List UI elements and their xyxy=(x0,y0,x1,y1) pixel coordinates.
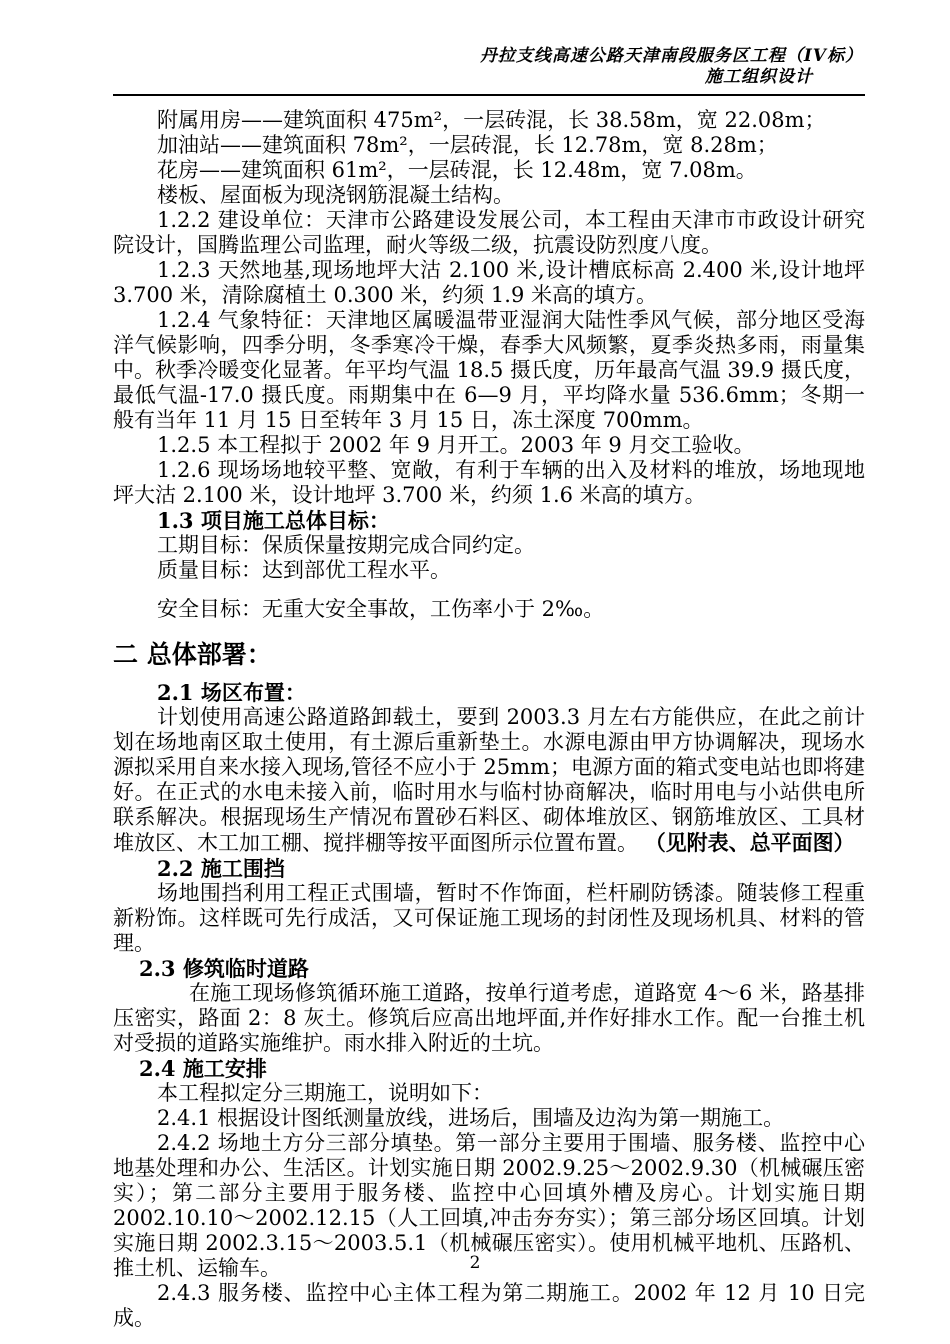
paragraph xyxy=(113,558,865,583)
paragraph-text: 场地围挡利用工程正式围墙，暂时不作饰面，栏杆刷防锈漆。随装修工程重新粉饰。这样既可先行成活，又可保证施工现场的封闭性及现场机具、材料的管理。 xyxy=(113,881,865,955)
paragraph-text: 计划使用高速公路道路卸载土，要到 2003.3 月左右方能供应，在此之前计划在场地南区取土使用，有土源后重新垫土。水源电源由甲方协调解决，现场水源拟采用自来水接入现场,管径不应小于 25mm；电源方面的箱式变电站也即将建好。在正式的水电未接入前，临时用水与临村协商解决，临时用电与小站供电所联系解决。根据现场生产情况布置砂石料区、砌体堆放区、钢筋堆放区、工具材堆放区、木工加工棚、搅拌棚等按平面图所示位置布置。 xyxy=(113,705,865,855)
header-title-line2: 施工组织设计 xyxy=(705,67,813,87)
paragraph-text: 附属用房——建筑面积 475m²，一层砖混，长 38.58m，宽 22.08m； xyxy=(157,108,826,132)
header-title-line1: 丹拉支线高速公路天津南段服务区工程（IV标） xyxy=(479,46,863,66)
subsection-heading xyxy=(113,680,865,705)
paragraph xyxy=(113,308,865,433)
paragraph-bold-tail: （见附表、总平面图） xyxy=(644,830,855,855)
paragraph-text: 安全目标：无重大安全事故，工伤率小于 2‰。 xyxy=(157,597,605,621)
subsection-heading xyxy=(113,956,865,981)
page-footer xyxy=(0,1253,950,1273)
paragraph-text: 楼板、屋面板为现浇钢筋混凝土结构。 xyxy=(157,183,514,207)
paragraph xyxy=(113,183,865,208)
paragraph xyxy=(113,1081,865,1106)
paragraph xyxy=(113,433,865,458)
paragraph-text: 1.2.5 本工程拟于 2002 年 9 月开工。2003 年 9 月交工验收。 xyxy=(157,433,755,457)
paragraph xyxy=(113,705,865,856)
subsection-heading xyxy=(113,508,865,533)
paragraph-text: 质量目标：达到部优工程水平。 xyxy=(157,558,451,582)
paragraph-text: 1.2.6 现场场地较平整、宽敞，有利于车辆的出入及材料的堆放，场地现地坪大沽 2.100 米，设计地坪 3.700 米，约须 1.6 米高的填方。 xyxy=(113,458,865,507)
paragraph-text: 1.2.2 建设单位：天津市公路建设发展公司，本工程由天津市市政设计研究院设计，国腾监理公司监理，耐火等级二级，抗震设防烈度八度。 xyxy=(113,208,865,257)
paragraph-text: 二 总体部署： xyxy=(113,640,272,669)
paragraph-text: 工期目标：保质保量按期完成合同约定。 xyxy=(157,533,535,557)
paragraph xyxy=(113,158,865,183)
paragraph xyxy=(113,458,865,508)
header-rule xyxy=(113,94,865,96)
subsection-heading xyxy=(113,856,865,881)
paragraph-text: 2.4 施工安排 xyxy=(139,1056,267,1081)
paragraph-text: 本工程拟定分三期施工，说明如下： xyxy=(157,1081,493,1105)
paragraph-text: 2.4.2 场地土方分三部分填垫。第一部分主要用于围墙、服务楼、监控中心地基处理和办公、生活区。计划实施日期 2002.9.25～2002.9.30（机械碾压密实）；第二部分主要用于服务楼、监控中心回填外槽及房心。计划实施日期 2002.10.10～2002.12.15（人工回填,冲击夯夯实）；第三部分场区回填。计划实施日期 2002.3.15～2003.5.1（机械碾压密实）。使用机械平地机、压路机、推土机、运输车。 xyxy=(113,1131,865,1280)
paragraph-text: 2.2 施工围挡 xyxy=(157,856,285,881)
paragraph xyxy=(113,108,865,133)
paragraph-text: 1.2.3 天然地基,现场地坪大沽 2.100 米,设计槽底标高 2.400 米,设计地坪 3.700 米，清除腐植土 0.300 米，约须 1.9 米高的填方。 xyxy=(113,258,865,307)
section-heading xyxy=(113,640,865,670)
subsection-heading xyxy=(113,1056,865,1081)
page-number: 2 xyxy=(469,1253,481,1273)
paragraph-text: 2.4.3 服务楼、监控中心主体工程为第二期施工。2002 年 12 月 10 日完成。 xyxy=(113,1281,865,1330)
document-body xyxy=(113,108,865,1331)
page-header xyxy=(113,46,863,88)
paragraph-text: 2.1 场区布置： xyxy=(157,680,306,705)
paragraph-text: 2.4.1 根据设计图纸测量放线，进场后，围墙及边沟为第一期施工。 xyxy=(157,1106,785,1130)
paragraph xyxy=(113,881,865,956)
paragraph-text: 1.3 项目施工总体目标： xyxy=(157,508,390,533)
paragraph-text: 花房——建筑面积 61m²，一层砖混，长 12.48m，宽 7.08m。 xyxy=(157,158,757,182)
paragraph xyxy=(113,533,865,558)
paragraph-text: 1.2.4 气象特征：天津地区属暖温带亚湿润大陆性季风气候，部分地区受海洋气候影响，四季分明，冬季寒冷干燥，春季大风频繁，夏季炎热多雨，雨量集中。秋季冷暖变化显著。年平均气温 18.5 摄氏度，历年最高气温 39.9 摄氏度，最低气温-17.0 摄氏度。雨期集中在 6—9 月，平均降水量 536.6mm；冬期一般有当年 11 月 15 日至转年 3 月 15 日，冻土深度 700mm。 xyxy=(113,308,865,432)
paragraph-text: 2.3 修筑临时道路 xyxy=(139,956,309,981)
paragraph xyxy=(113,133,865,158)
paragraph xyxy=(113,1281,865,1331)
paragraph xyxy=(113,258,865,308)
paragraph-text: 在施工现场修筑循环施工道路，按单行道考虑，道路宽 4～6 米，路基排压密实，路面 2：8 灰土。修筑后应高出地坪面,并作好排水工作。配一台推土机对受损的道路实施维护。雨水排入附近的土坑。 xyxy=(113,981,865,1055)
paragraph xyxy=(113,1106,865,1131)
paragraph xyxy=(113,981,865,1056)
paragraph-text: 加油站——建筑面积 78m²，一层砖混，长 12.78m，宽 8.28m； xyxy=(157,133,778,157)
paragraph xyxy=(113,597,865,622)
paragraph xyxy=(113,208,865,258)
